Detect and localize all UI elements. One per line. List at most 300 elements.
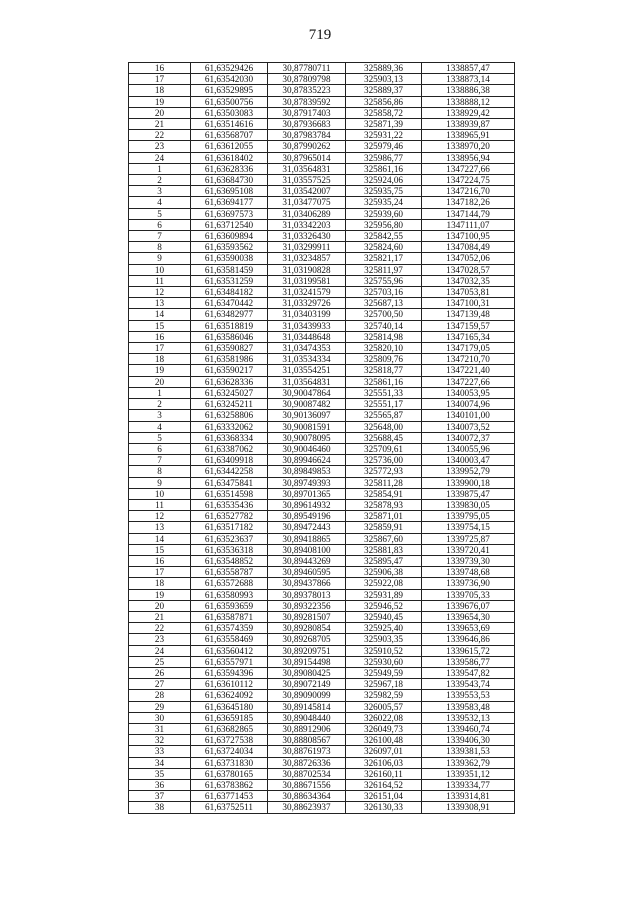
x-coordinate-cell: 325772,93 <box>346 466 422 477</box>
table-row <box>129 589 515 600</box>
table-row <box>129 757 515 768</box>
point-number-cell: 19 <box>129 589 191 600</box>
point-number-cell: 10 <box>129 264 191 275</box>
point-number-cell: 36 <box>129 780 191 791</box>
longitude-cell: 31,03190828 <box>268 264 346 275</box>
latitude-cell: 61,63694177 <box>191 197 268 208</box>
x-coordinate-cell: 325982,59 <box>346 690 422 701</box>
table-row <box>129 399 515 410</box>
latitude-cell: 61,63780165 <box>191 768 268 779</box>
coordinates-table <box>128 62 515 814</box>
longitude-cell: 31,03477075 <box>268 197 346 208</box>
table-row <box>129 186 515 197</box>
y-coordinate-cell: 1339553,53 <box>422 690 515 701</box>
point-number-cell: 11 <box>129 275 191 286</box>
longitude-cell: 30,89749393 <box>268 477 346 488</box>
x-coordinate-cell: 325824,60 <box>346 242 422 253</box>
longitude-cell: 30,90047864 <box>268 387 346 398</box>
point-number-cell: 15 <box>129 544 191 555</box>
point-number-cell: 18 <box>129 578 191 589</box>
point-number-cell: 18 <box>129 85 191 96</box>
x-coordinate-cell: 325859,91 <box>346 522 422 533</box>
point-number-cell: 28 <box>129 690 191 701</box>
x-coordinate-cell: 325903,13 <box>346 74 422 85</box>
y-coordinate-cell: 1339308,91 <box>422 802 515 813</box>
point-number-cell: 19 <box>129 365 191 376</box>
latitude-cell: 61,63580993 <box>191 589 268 600</box>
longitude-cell: 30,89849853 <box>268 466 346 477</box>
y-coordinate-cell: 1338929,42 <box>422 107 515 118</box>
longitude-cell: 30,87965014 <box>268 152 346 163</box>
point-number-cell: 22 <box>129 623 191 634</box>
point-number-cell: 17 <box>129 567 191 578</box>
longitude-cell: 31,03241579 <box>268 287 346 298</box>
x-coordinate-cell: 325854,91 <box>346 488 422 499</box>
longitude-cell: 30,89154498 <box>268 656 346 667</box>
longitude-cell: 30,89280854 <box>268 623 346 634</box>
latitude-cell: 61,63542030 <box>191 74 268 85</box>
latitude-cell: 61,63514616 <box>191 119 268 130</box>
latitude-cell: 61,63659185 <box>191 712 268 723</box>
x-coordinate-cell: 325967,18 <box>346 679 422 690</box>
point-number-cell: 20 <box>129 107 191 118</box>
latitude-cell: 61,63594396 <box>191 667 268 678</box>
latitude-cell: 61,63442258 <box>191 466 268 477</box>
point-number-cell: 33 <box>129 746 191 757</box>
table-row <box>129 163 515 174</box>
y-coordinate-cell: 1338939,87 <box>422 119 515 130</box>
longitude-cell: 30,89946624 <box>268 455 346 466</box>
x-coordinate-cell: 326022,08 <box>346 712 422 723</box>
longitude-cell: 30,88726336 <box>268 757 346 768</box>
point-number-cell: 16 <box>129 555 191 566</box>
longitude-cell: 30,87990262 <box>268 141 346 152</box>
point-number-cell: 38 <box>129 802 191 813</box>
y-coordinate-cell: 1339754,15 <box>422 522 515 533</box>
latitude-cell: 61,63535436 <box>191 499 268 510</box>
latitude-cell: 61,63628336 <box>191 163 268 174</box>
x-coordinate-cell: 325811,28 <box>346 477 422 488</box>
latitude-cell: 61,63517182 <box>191 522 268 533</box>
table-row <box>129 611 515 622</box>
x-coordinate-cell: 325858,72 <box>346 107 422 118</box>
point-number-cell: 3 <box>129 410 191 421</box>
table-row <box>129 152 515 163</box>
x-coordinate-cell: 325940,45 <box>346 611 422 622</box>
latitude-cell: 61,63731830 <box>191 757 268 768</box>
table-row <box>129 499 515 510</box>
coordinates-table-body <box>129 63 515 814</box>
point-number-cell: 32 <box>129 735 191 746</box>
latitude-cell: 61,63518819 <box>191 320 268 331</box>
x-coordinate-cell: 325818,77 <box>346 365 422 376</box>
point-number-cell: 12 <box>129 511 191 522</box>
table-row <box>129 679 515 690</box>
table-row <box>129 74 515 85</box>
y-coordinate-cell: 1340101,00 <box>422 410 515 421</box>
x-coordinate-cell: 325922,08 <box>346 578 422 589</box>
latitude-cell: 61,63624092 <box>191 690 268 701</box>
longitude-cell: 30,87835223 <box>268 85 346 96</box>
y-coordinate-cell: 1347144,79 <box>422 208 515 219</box>
table-row <box>129 354 515 365</box>
y-coordinate-cell: 1339900,18 <box>422 477 515 488</box>
y-coordinate-cell: 1339583,48 <box>422 701 515 712</box>
y-coordinate-cell: 1340072,37 <box>422 432 515 443</box>
x-coordinate-cell: 325861,16 <box>346 163 422 174</box>
y-coordinate-cell: 1338873,14 <box>422 74 515 85</box>
point-number-cell: 25 <box>129 656 191 667</box>
longitude-cell: 30,87983784 <box>268 130 346 141</box>
latitude-cell: 61,63368334 <box>191 432 268 443</box>
y-coordinate-cell: 1339952,79 <box>422 466 515 477</box>
latitude-cell: 61,63581986 <box>191 354 268 365</box>
y-coordinate-cell: 1347165,34 <box>422 331 515 342</box>
y-coordinate-cell: 1347028,57 <box>422 264 515 275</box>
table-row <box>129 600 515 611</box>
latitude-cell: 61,63590217 <box>191 365 268 376</box>
latitude-cell: 61,63514598 <box>191 488 268 499</box>
point-number-cell: 26 <box>129 667 191 678</box>
y-coordinate-cell: 1339795,05 <box>422 511 515 522</box>
longitude-cell: 30,87780711 <box>268 63 346 74</box>
point-number-cell: 14 <box>129 533 191 544</box>
table-row <box>129 107 515 118</box>
table-row <box>129 320 515 331</box>
y-coordinate-cell: 1339646,86 <box>422 634 515 645</box>
point-number-cell: 24 <box>129 645 191 656</box>
latitude-cell: 61,63548852 <box>191 555 268 566</box>
latitude-cell: 61,63610112 <box>191 679 268 690</box>
longitude-cell: 31,03439933 <box>268 320 346 331</box>
x-coordinate-cell: 325687,13 <box>346 298 422 309</box>
x-coordinate-cell: 326151,04 <box>346 791 422 802</box>
y-coordinate-cell: 1339725,87 <box>422 533 515 544</box>
longitude-cell: 30,87809798 <box>268 74 346 85</box>
x-coordinate-cell: 325986,77 <box>346 152 422 163</box>
x-coordinate-cell: 325755,96 <box>346 275 422 286</box>
y-coordinate-cell: 1347111,07 <box>422 219 515 230</box>
table-row <box>129 242 515 253</box>
y-coordinate-cell: 1347227,66 <box>422 376 515 387</box>
longitude-cell: 30,87917403 <box>268 107 346 118</box>
latitude-cell: 61,63332062 <box>191 421 268 432</box>
table-row <box>129 701 515 712</box>
table-row <box>129 387 515 398</box>
latitude-cell: 61,63500756 <box>191 96 268 107</box>
y-coordinate-cell: 1347227,66 <box>422 163 515 174</box>
point-number-cell: 1 <box>129 163 191 174</box>
longitude-cell: 30,89145814 <box>268 701 346 712</box>
table-row <box>129 231 515 242</box>
latitude-cell: 61,63409918 <box>191 455 268 466</box>
latitude-cell: 61,63529426 <box>191 63 268 74</box>
table-row <box>129 175 515 186</box>
latitude-cell: 61,63387062 <box>191 443 268 454</box>
latitude-cell: 61,63482977 <box>191 309 268 320</box>
longitude-cell: 30,89460595 <box>268 567 346 578</box>
x-coordinate-cell: 325925,40 <box>346 623 422 634</box>
latitude-cell: 61,63771453 <box>191 791 268 802</box>
y-coordinate-cell: 1338886,38 <box>422 85 515 96</box>
table-row <box>129 443 515 454</box>
x-coordinate-cell: 325935,24 <box>346 197 422 208</box>
longitude-cell: 30,90087482 <box>268 399 346 410</box>
longitude-cell: 30,89209751 <box>268 645 346 656</box>
point-number-cell: 16 <box>129 331 191 342</box>
table-row <box>129 219 515 230</box>
x-coordinate-cell: 325700,50 <box>346 309 422 320</box>
longitude-cell: 31,03542007 <box>268 186 346 197</box>
latitude-cell: 61,63560412 <box>191 645 268 656</box>
y-coordinate-cell: 1339748,68 <box>422 567 515 578</box>
longitude-cell: 30,89443269 <box>268 555 346 566</box>
longitude-cell: 30,89418865 <box>268 533 346 544</box>
point-number-cell: 30 <box>129 712 191 723</box>
point-number-cell: 2 <box>129 175 191 186</box>
table-row <box>129 623 515 634</box>
latitude-cell: 61,63724034 <box>191 746 268 757</box>
y-coordinate-cell: 1339654,30 <box>422 611 515 622</box>
x-coordinate-cell: 325809,76 <box>346 354 422 365</box>
x-coordinate-cell: 325709,61 <box>346 443 422 454</box>
x-coordinate-cell: 325895,47 <box>346 555 422 566</box>
latitude-cell: 61,63590827 <box>191 343 268 354</box>
y-coordinate-cell: 1339381,53 <box>422 746 515 757</box>
longitude-cell: 31,03448648 <box>268 331 346 342</box>
longitude-cell: 30,89090099 <box>268 690 346 701</box>
table-row <box>129 533 515 544</box>
point-number-cell: 5 <box>129 208 191 219</box>
longitude-cell: 30,88912906 <box>268 723 346 734</box>
y-coordinate-cell: 1338965,91 <box>422 130 515 141</box>
point-number-cell: 8 <box>129 466 191 477</box>
latitude-cell: 61,63684730 <box>191 175 268 186</box>
x-coordinate-cell: 325551,33 <box>346 387 422 398</box>
longitude-cell: 31,03474353 <box>268 343 346 354</box>
x-coordinate-cell: 325935,75 <box>346 186 422 197</box>
point-number-cell: 22 <box>129 130 191 141</box>
latitude-cell: 61,63581459 <box>191 264 268 275</box>
x-coordinate-cell: 325814,98 <box>346 331 422 342</box>
table-row <box>129 421 515 432</box>
x-coordinate-cell: 325889,37 <box>346 85 422 96</box>
y-coordinate-cell: 1347032,35 <box>422 275 515 286</box>
longitude-cell: 30,90136097 <box>268 410 346 421</box>
table-row <box>129 85 515 96</box>
x-coordinate-cell: 325821,17 <box>346 253 422 264</box>
longitude-cell: 30,89437866 <box>268 578 346 589</box>
x-coordinate-cell: 326049,73 <box>346 723 422 734</box>
latitude-cell: 61,63503083 <box>191 107 268 118</box>
x-coordinate-cell: 326106,03 <box>346 757 422 768</box>
table-row <box>129 477 515 488</box>
table-row <box>129 735 515 746</box>
longitude-cell: 31,03329726 <box>268 298 346 309</box>
x-coordinate-cell: 325956,80 <box>346 219 422 230</box>
latitude-cell: 61,63245211 <box>191 399 268 410</box>
point-number-cell: 7 <box>129 231 191 242</box>
y-coordinate-cell: 1339314,81 <box>422 791 515 802</box>
y-coordinate-cell: 1339406,30 <box>422 735 515 746</box>
longitude-cell: 31,03534334 <box>268 354 346 365</box>
latitude-cell: 61,63572688 <box>191 578 268 589</box>
table-row <box>129 141 515 152</box>
latitude-cell: 61,63258806 <box>191 410 268 421</box>
latitude-cell: 61,63783862 <box>191 780 268 791</box>
longitude-cell: 30,89472443 <box>268 522 346 533</box>
latitude-cell: 61,63628336 <box>191 376 268 387</box>
longitude-cell: 31,03403199 <box>268 309 346 320</box>
point-number-cell: 29 <box>129 701 191 712</box>
table-row <box>129 309 515 320</box>
y-coordinate-cell: 1347210,70 <box>422 354 515 365</box>
point-number-cell: 15 <box>129 320 191 331</box>
y-coordinate-cell: 1339830,05 <box>422 499 515 510</box>
table-row <box>129 410 515 421</box>
y-coordinate-cell: 1347139,48 <box>422 309 515 320</box>
y-coordinate-cell: 1338888,12 <box>422 96 515 107</box>
longitude-cell: 30,89048440 <box>268 712 346 723</box>
table-row <box>129 634 515 645</box>
latitude-cell: 61,63568707 <box>191 130 268 141</box>
y-coordinate-cell: 1338857,47 <box>422 63 515 74</box>
point-number-cell: 9 <box>129 477 191 488</box>
latitude-cell: 61,63536318 <box>191 544 268 555</box>
table-row <box>129 119 515 130</box>
point-number-cell: 10 <box>129 488 191 499</box>
x-coordinate-cell: 326130,33 <box>346 802 422 813</box>
y-coordinate-cell: 1339875,47 <box>422 488 515 499</box>
table-row <box>129 287 515 298</box>
point-number-cell: 20 <box>129 376 191 387</box>
point-number-cell: 16 <box>129 63 191 74</box>
longitude-cell: 30,87936683 <box>268 119 346 130</box>
y-coordinate-cell: 1339460,74 <box>422 723 515 734</box>
x-coordinate-cell: 325820,10 <box>346 343 422 354</box>
table-row <box>129 253 515 264</box>
longitude-cell: 31,03342203 <box>268 219 346 230</box>
latitude-cell: 61,63612055 <box>191 141 268 152</box>
table-row <box>129 432 515 443</box>
point-number-cell: 4 <box>129 197 191 208</box>
table-row <box>129 96 515 107</box>
latitude-cell: 61,63712540 <box>191 219 268 230</box>
point-number-cell: 5 <box>129 432 191 443</box>
table-row <box>129 264 515 275</box>
x-coordinate-cell: 325842,55 <box>346 231 422 242</box>
latitude-cell: 61,63523637 <box>191 533 268 544</box>
point-number-cell: 27 <box>129 679 191 690</box>
longitude-cell: 30,88761973 <box>268 746 346 757</box>
longitude-cell: 31,03557525 <box>268 175 346 186</box>
table-row <box>129 544 515 555</box>
point-number-cell: 12 <box>129 287 191 298</box>
y-coordinate-cell: 1340074,96 <box>422 399 515 410</box>
point-number-cell: 2 <box>129 399 191 410</box>
longitude-cell: 30,89549196 <box>268 511 346 522</box>
x-coordinate-cell: 325889,36 <box>346 63 422 74</box>
x-coordinate-cell: 325924,06 <box>346 175 422 186</box>
y-coordinate-cell: 1339739,30 <box>422 555 515 566</box>
longitude-cell: 30,88702534 <box>268 768 346 779</box>
y-coordinate-cell: 1340003,47 <box>422 455 515 466</box>
table-row <box>129 275 515 286</box>
x-coordinate-cell: 325867,60 <box>346 533 422 544</box>
x-coordinate-cell: 325939,60 <box>346 208 422 219</box>
x-coordinate-cell: 325871,01 <box>346 511 422 522</box>
x-coordinate-cell: 325736,00 <box>346 455 422 466</box>
point-number-cell: 19 <box>129 96 191 107</box>
latitude-cell: 61,63586046 <box>191 331 268 342</box>
table-row <box>129 208 515 219</box>
table-row <box>129 746 515 757</box>
longitude-cell: 30,89614932 <box>268 499 346 510</box>
y-coordinate-cell: 1347179,05 <box>422 343 515 354</box>
table-row <box>129 63 515 74</box>
table-row <box>129 791 515 802</box>
x-coordinate-cell: 326160,11 <box>346 768 422 779</box>
table-row <box>129 197 515 208</box>
table-row <box>129 780 515 791</box>
point-number-cell: 18 <box>129 354 191 365</box>
longitude-cell: 30,89408100 <box>268 544 346 555</box>
x-coordinate-cell: 325688,45 <box>346 432 422 443</box>
latitude-cell: 61,63727538 <box>191 735 268 746</box>
latitude-cell: 61,63752511 <box>191 802 268 813</box>
y-coordinate-cell: 1339653,69 <box>422 623 515 634</box>
latitude-cell: 61,63695108 <box>191 186 268 197</box>
x-coordinate-cell: 325903,35 <box>346 634 422 645</box>
table-row <box>129 645 515 656</box>
point-number-cell: 17 <box>129 343 191 354</box>
longitude-cell: 31,03406289 <box>268 208 346 219</box>
point-number-cell: 35 <box>129 768 191 779</box>
point-number-cell: 20 <box>129 600 191 611</box>
point-number-cell: 17 <box>129 74 191 85</box>
point-number-cell: 11 <box>129 499 191 510</box>
y-coordinate-cell: 1339586,77 <box>422 656 515 667</box>
y-coordinate-cell: 1347100,31 <box>422 298 515 309</box>
x-coordinate-cell: 325906,38 <box>346 567 422 578</box>
x-coordinate-cell: 325703,16 <box>346 287 422 298</box>
longitude-cell: 31,03564831 <box>268 163 346 174</box>
y-coordinate-cell: 1340053,95 <box>422 387 515 398</box>
x-coordinate-cell: 325931,89 <box>346 589 422 600</box>
point-number-cell: 9 <box>129 253 191 264</box>
x-coordinate-cell: 325551,17 <box>346 399 422 410</box>
point-number-cell: 3 <box>129 186 191 197</box>
x-coordinate-cell: 326164,52 <box>346 780 422 791</box>
latitude-cell: 61,63475841 <box>191 477 268 488</box>
point-number-cell: 4 <box>129 421 191 432</box>
latitude-cell: 61,63531259 <box>191 275 268 286</box>
latitude-cell: 61,63645180 <box>191 701 268 712</box>
longitude-cell: 31,03199581 <box>268 275 346 286</box>
y-coordinate-cell: 1347216,70 <box>422 186 515 197</box>
y-coordinate-cell: 1347084,49 <box>422 242 515 253</box>
y-coordinate-cell: 1339720,41 <box>422 544 515 555</box>
point-number-cell: 8 <box>129 242 191 253</box>
latitude-cell: 61,63484182 <box>191 287 268 298</box>
longitude-cell: 31,03299911 <box>268 242 346 253</box>
longitude-cell: 30,88671556 <box>268 780 346 791</box>
x-coordinate-cell: 325871,39 <box>346 119 422 130</box>
latitude-cell: 61,63593659 <box>191 600 268 611</box>
longitude-cell: 30,88634364 <box>268 791 346 802</box>
y-coordinate-cell: 1339334,77 <box>422 780 515 791</box>
table-row <box>129 511 515 522</box>
